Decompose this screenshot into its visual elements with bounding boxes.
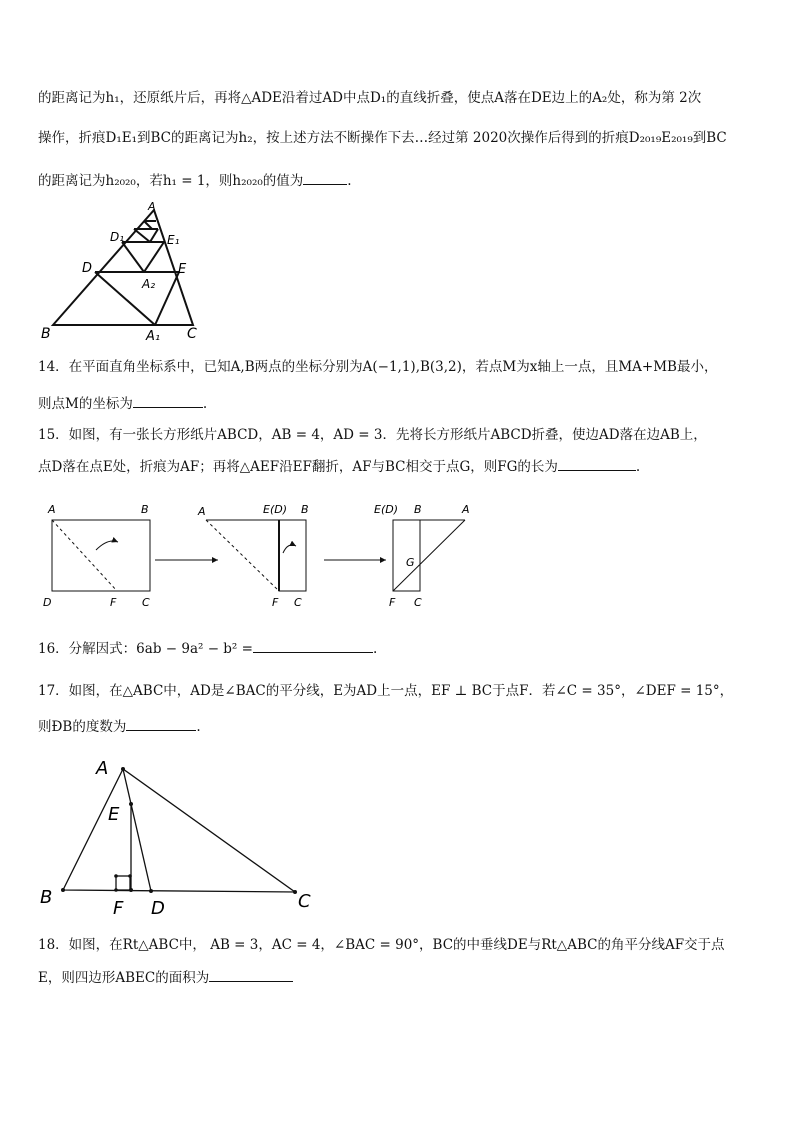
answer-blank[interactable] <box>126 716 196 731</box>
answer-blank[interactable] <box>209 967 293 982</box>
fig1-label-C: C <box>142 596 150 609</box>
q17-line-1: 17．如图，在△ABC中，AD是∠BAC的平分线，E为AD上一点，EF ⊥ BC于点F．若∠C = 35°，∠DEF = 15°， <box>38 683 734 699</box>
q17-line-2 <box>38 716 764 737</box>
fig-label-D: D <box>151 898 165 919</box>
q13-line-3-text: 的距离记为h₂₀₂₀，若h₁ = 1，则h₂₀₂₀的值为 <box>38 173 304 189</box>
label-B: B <box>41 326 51 342</box>
fig1-label-B: B <box>141 503 149 516</box>
answer-blank[interactable] <box>558 456 636 471</box>
label-A2: A₂ <box>142 277 156 291</box>
q15-line-2-text: 点D落在点E处，折痕为AF；再将△AEF沿EF翻折，AF与BC相交于点G，则FG的长为 <box>38 459 558 475</box>
q15-line-2-end: . <box>635 459 641 475</box>
fig-label-A: A <box>96 758 109 779</box>
q14-line-2-text: 则点M的坐标为 <box>38 396 133 412</box>
fig2-label-A: A <box>198 505 206 518</box>
fig3-label-G: G <box>406 556 415 569</box>
q13-line-3-end: . <box>347 173 352 189</box>
fig3-label-A: A <box>462 503 470 516</box>
fig-label-E: E <box>108 804 120 825</box>
q13-triangle-figure <box>38 200 208 345</box>
fig3-label-C: C <box>414 596 422 609</box>
q13-line-1: 的距离记为h₁，还原纸片后，再将△ADE沿着过AD中点D₁的直线折叠，使点A落在DE边上的A₂处，称为第 2次 <box>38 90 702 106</box>
q17-line-2-end: . <box>196 719 201 735</box>
q17-triangle-figure <box>36 752 326 922</box>
q16-line <box>38 638 764 659</box>
fig-label-F: F <box>113 898 124 919</box>
q14-line-2-end: . <box>202 396 208 412</box>
label-D: D <box>82 261 93 276</box>
label-A: A <box>148 200 156 213</box>
label-C: C <box>187 326 197 342</box>
fig2-label-C: C <box>294 596 302 609</box>
q14-line-2 <box>38 393 764 414</box>
q15-line-2 <box>38 456 764 477</box>
label-A1: A₁ <box>146 329 161 344</box>
q14-line-1: 14．在平面直角坐标系中，已知A,B两点的坐标分别为A(−1,1),B(3,2)，若点M为x轴上一点，且MA+MB最小， <box>38 359 718 375</box>
fig3-label-F: F <box>389 596 396 609</box>
answer-blank[interactable] <box>133 393 203 408</box>
fig3-label-B: B <box>414 503 422 516</box>
fig2-label-ED: E(D) <box>263 503 288 516</box>
fig3-label-ED: E(D) <box>374 503 399 516</box>
fig1-label-D: D <box>43 596 52 609</box>
q16-end: . <box>372 641 378 657</box>
label-E: E <box>178 262 187 277</box>
fig1-label-F: F <box>110 596 117 609</box>
answer-blank[interactable] <box>253 638 373 653</box>
fig2-label-F: F <box>272 596 279 609</box>
label-D1: D₁ <box>110 230 125 244</box>
q18-line-2 <box>38 967 764 988</box>
q18-line-2-text: E，则四边形ABEC的面积为 <box>38 970 210 986</box>
fig-label-C: C <box>298 891 311 912</box>
label-E1: E₁ <box>167 233 180 247</box>
q17-line-2-text: 则ÐB的度数为 <box>38 719 127 735</box>
answer-blank[interactable] <box>303 170 347 185</box>
fig2-label-B: B <box>301 503 309 516</box>
q13-line-3 <box>38 170 764 191</box>
q15-line-1: 15．如图，有一张长方形纸片ABCD，AB = 4，AD = 3．先将长方形纸片ABCD折叠，使边AD落在边AB上， <box>38 427 707 443</box>
fig-label-B: B <box>40 887 53 908</box>
q13-line-2: 操作，折痕D₁E₁到BC的距离记为h₂，按上述方法不断操作下去…经过第 2020次操作后得到的折痕D₂₀₁₉E₂₀₁₉到BC <box>38 130 727 146</box>
fig1-label-A: A <box>48 503 56 516</box>
q18-line-1: 18．如图，在Rt△ABC中， AB = 3，AC = 4，∠BAC = 90°，BC的中垂线DE与Rt△ABC的角平分线AF交于点 <box>38 937 725 953</box>
q16-text: 16．分解因式：6ab − 9a² − b² = <box>38 641 253 657</box>
q15-folding-figure <box>38 498 488 613</box>
